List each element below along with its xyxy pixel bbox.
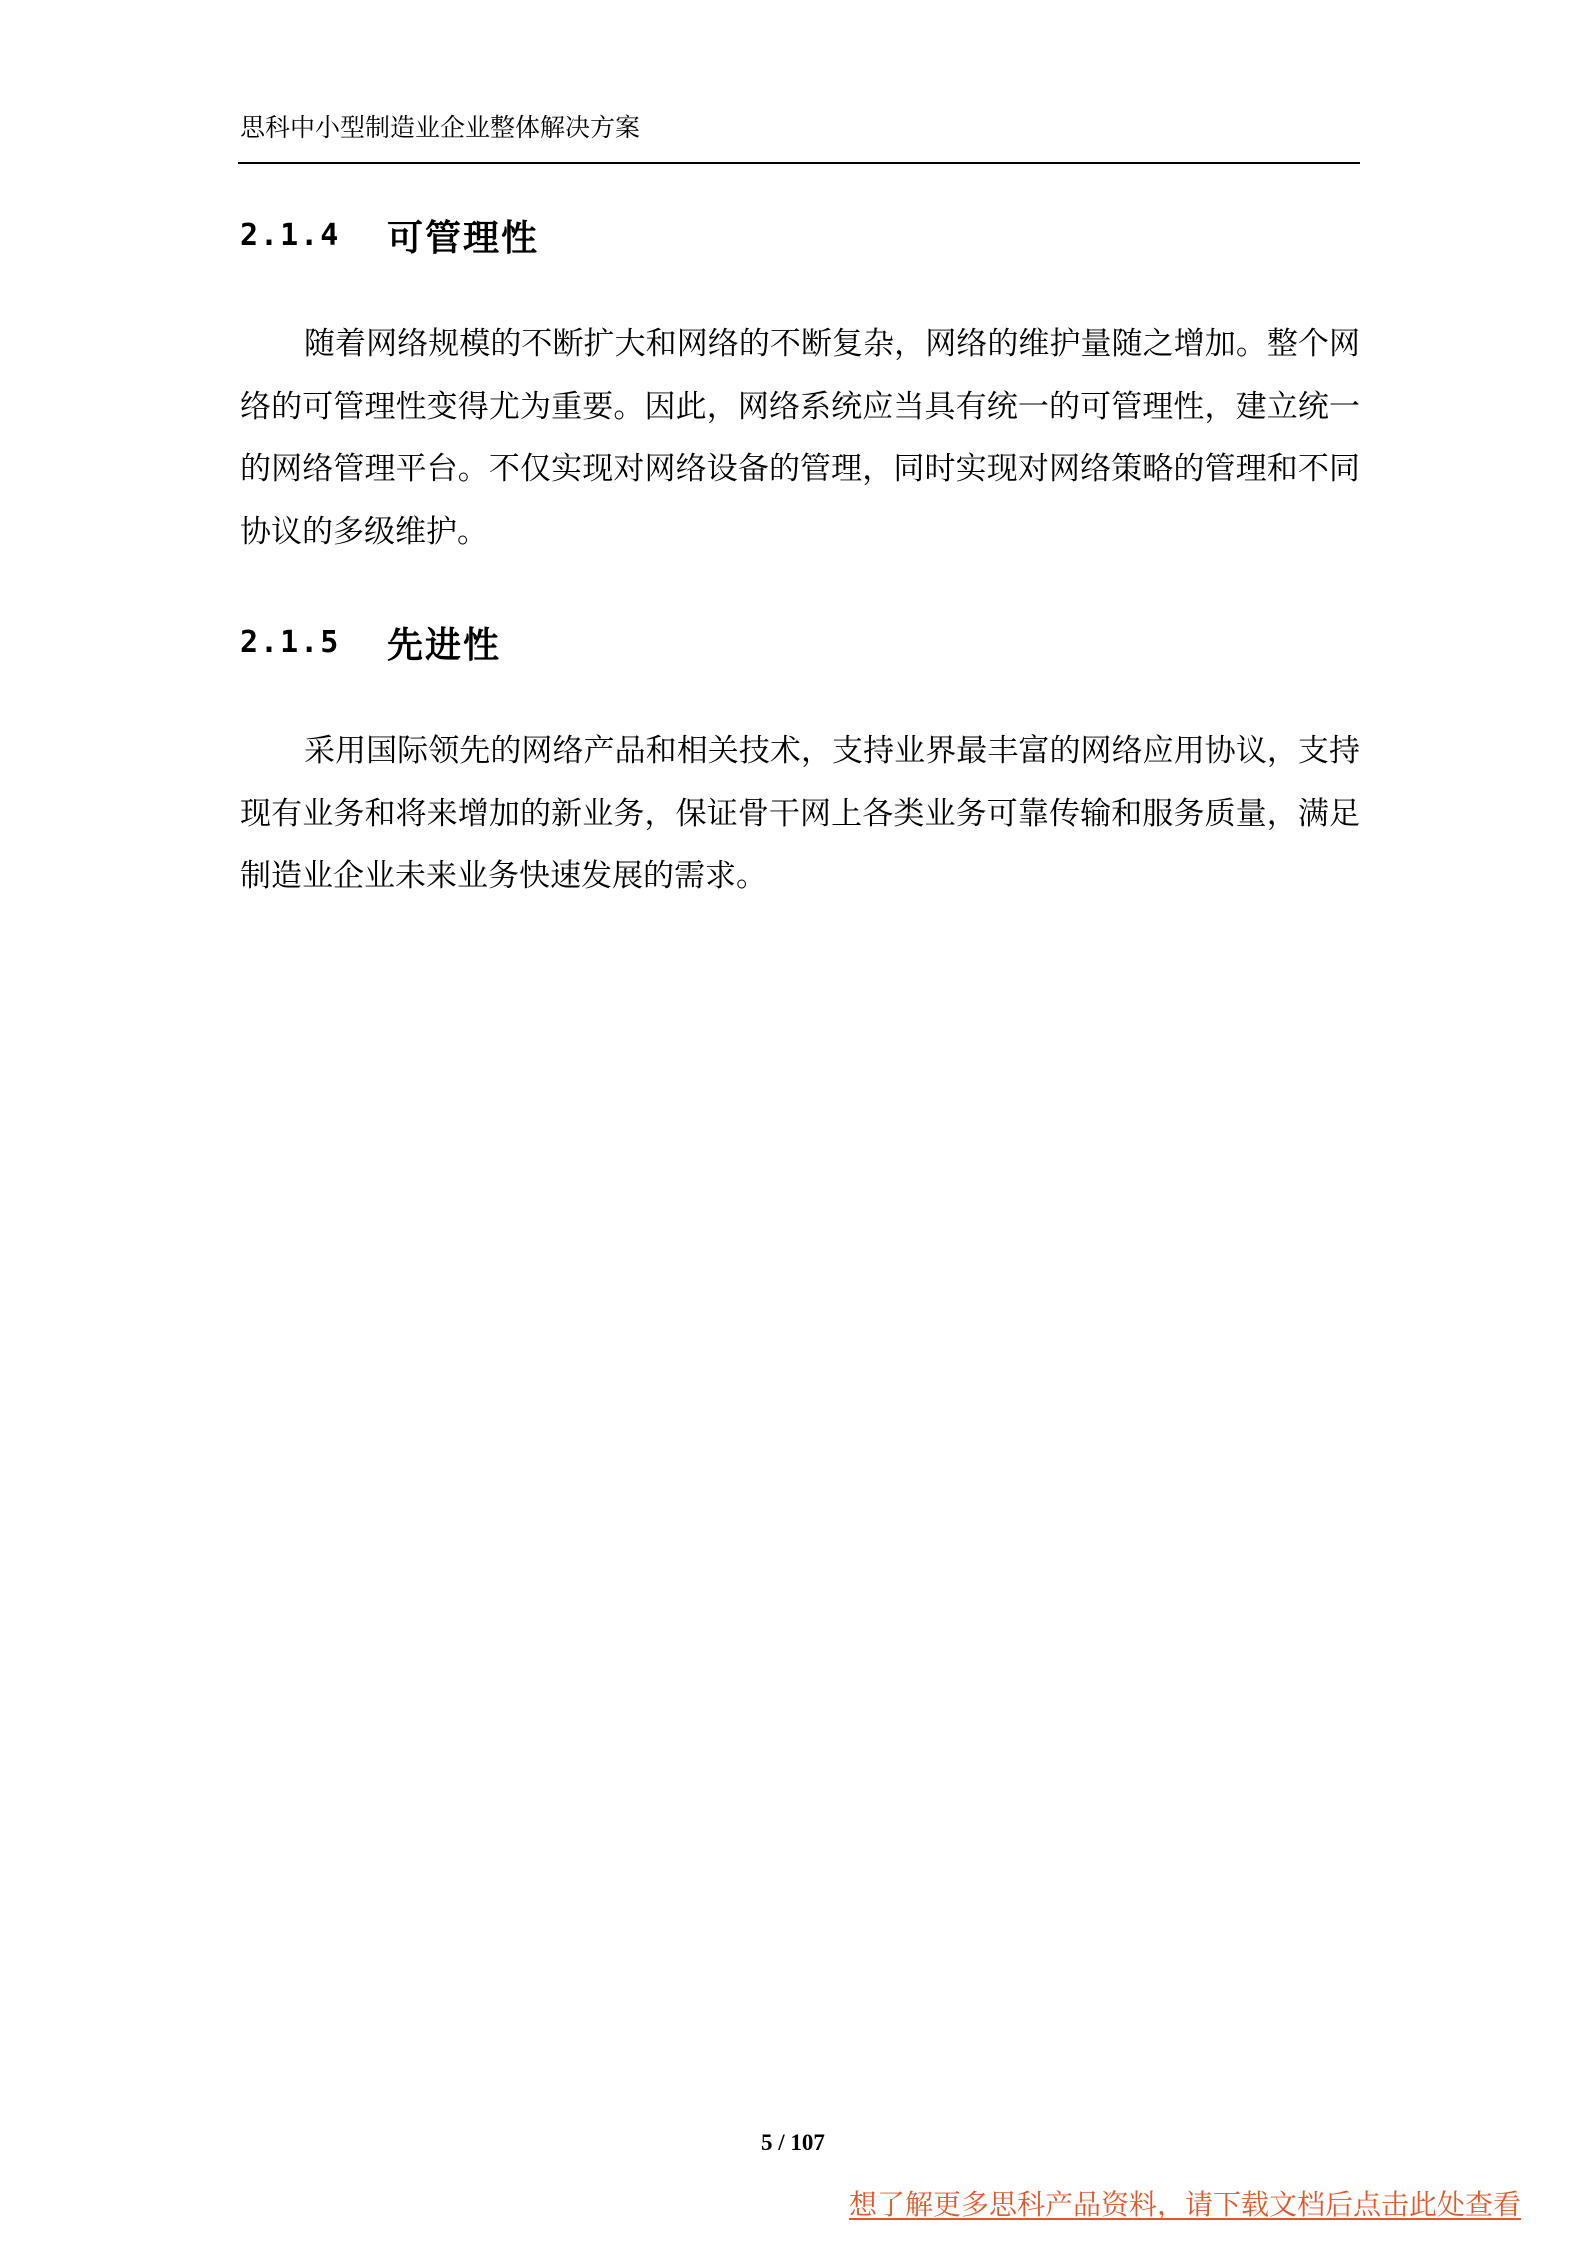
section-body-paragraph: 随着网络规模的不断扩大和网络的不断复杂，网络的维护量随之增加。整个网络的可管理性变得尤为重要。因此，网络系统应当具有统一的可管理性，建立统一的网络管理平台。不仅实现对网络设备的管理，同时实现对网络策略的管理和不同协议的多级维护。 [240,326,1360,550]
section-title: 可管理性 [387,217,540,259]
section-heading-2-1-4 [240,205,539,265]
page-header-title: 思科中小型制造业企业整体解决方案 [240,113,641,142]
section-body-paragraph: 采用国际领先的网络产品和相关技术，支持业界最丰富的网络应用协议，支持现有业务和将来增加的新业务，保证骨干网上各类业务可靠传输和服务质量，满足制造业企业未来业务快速发展的需求。 [240,733,1360,894]
section-number: 2.1.5 [240,624,341,660]
promo-download-link[interactable]: 想了解更多思科产品资料，请下载文档后点击此处查看 [848,2188,1521,2221]
header-divider [238,162,1360,164]
section-title: 先进性 [387,624,502,666]
section-number: 2.1.4 [240,217,341,253]
section-heading-2-1-5 [240,612,501,672]
page-number: 5 / 107 [761,2130,825,2155]
